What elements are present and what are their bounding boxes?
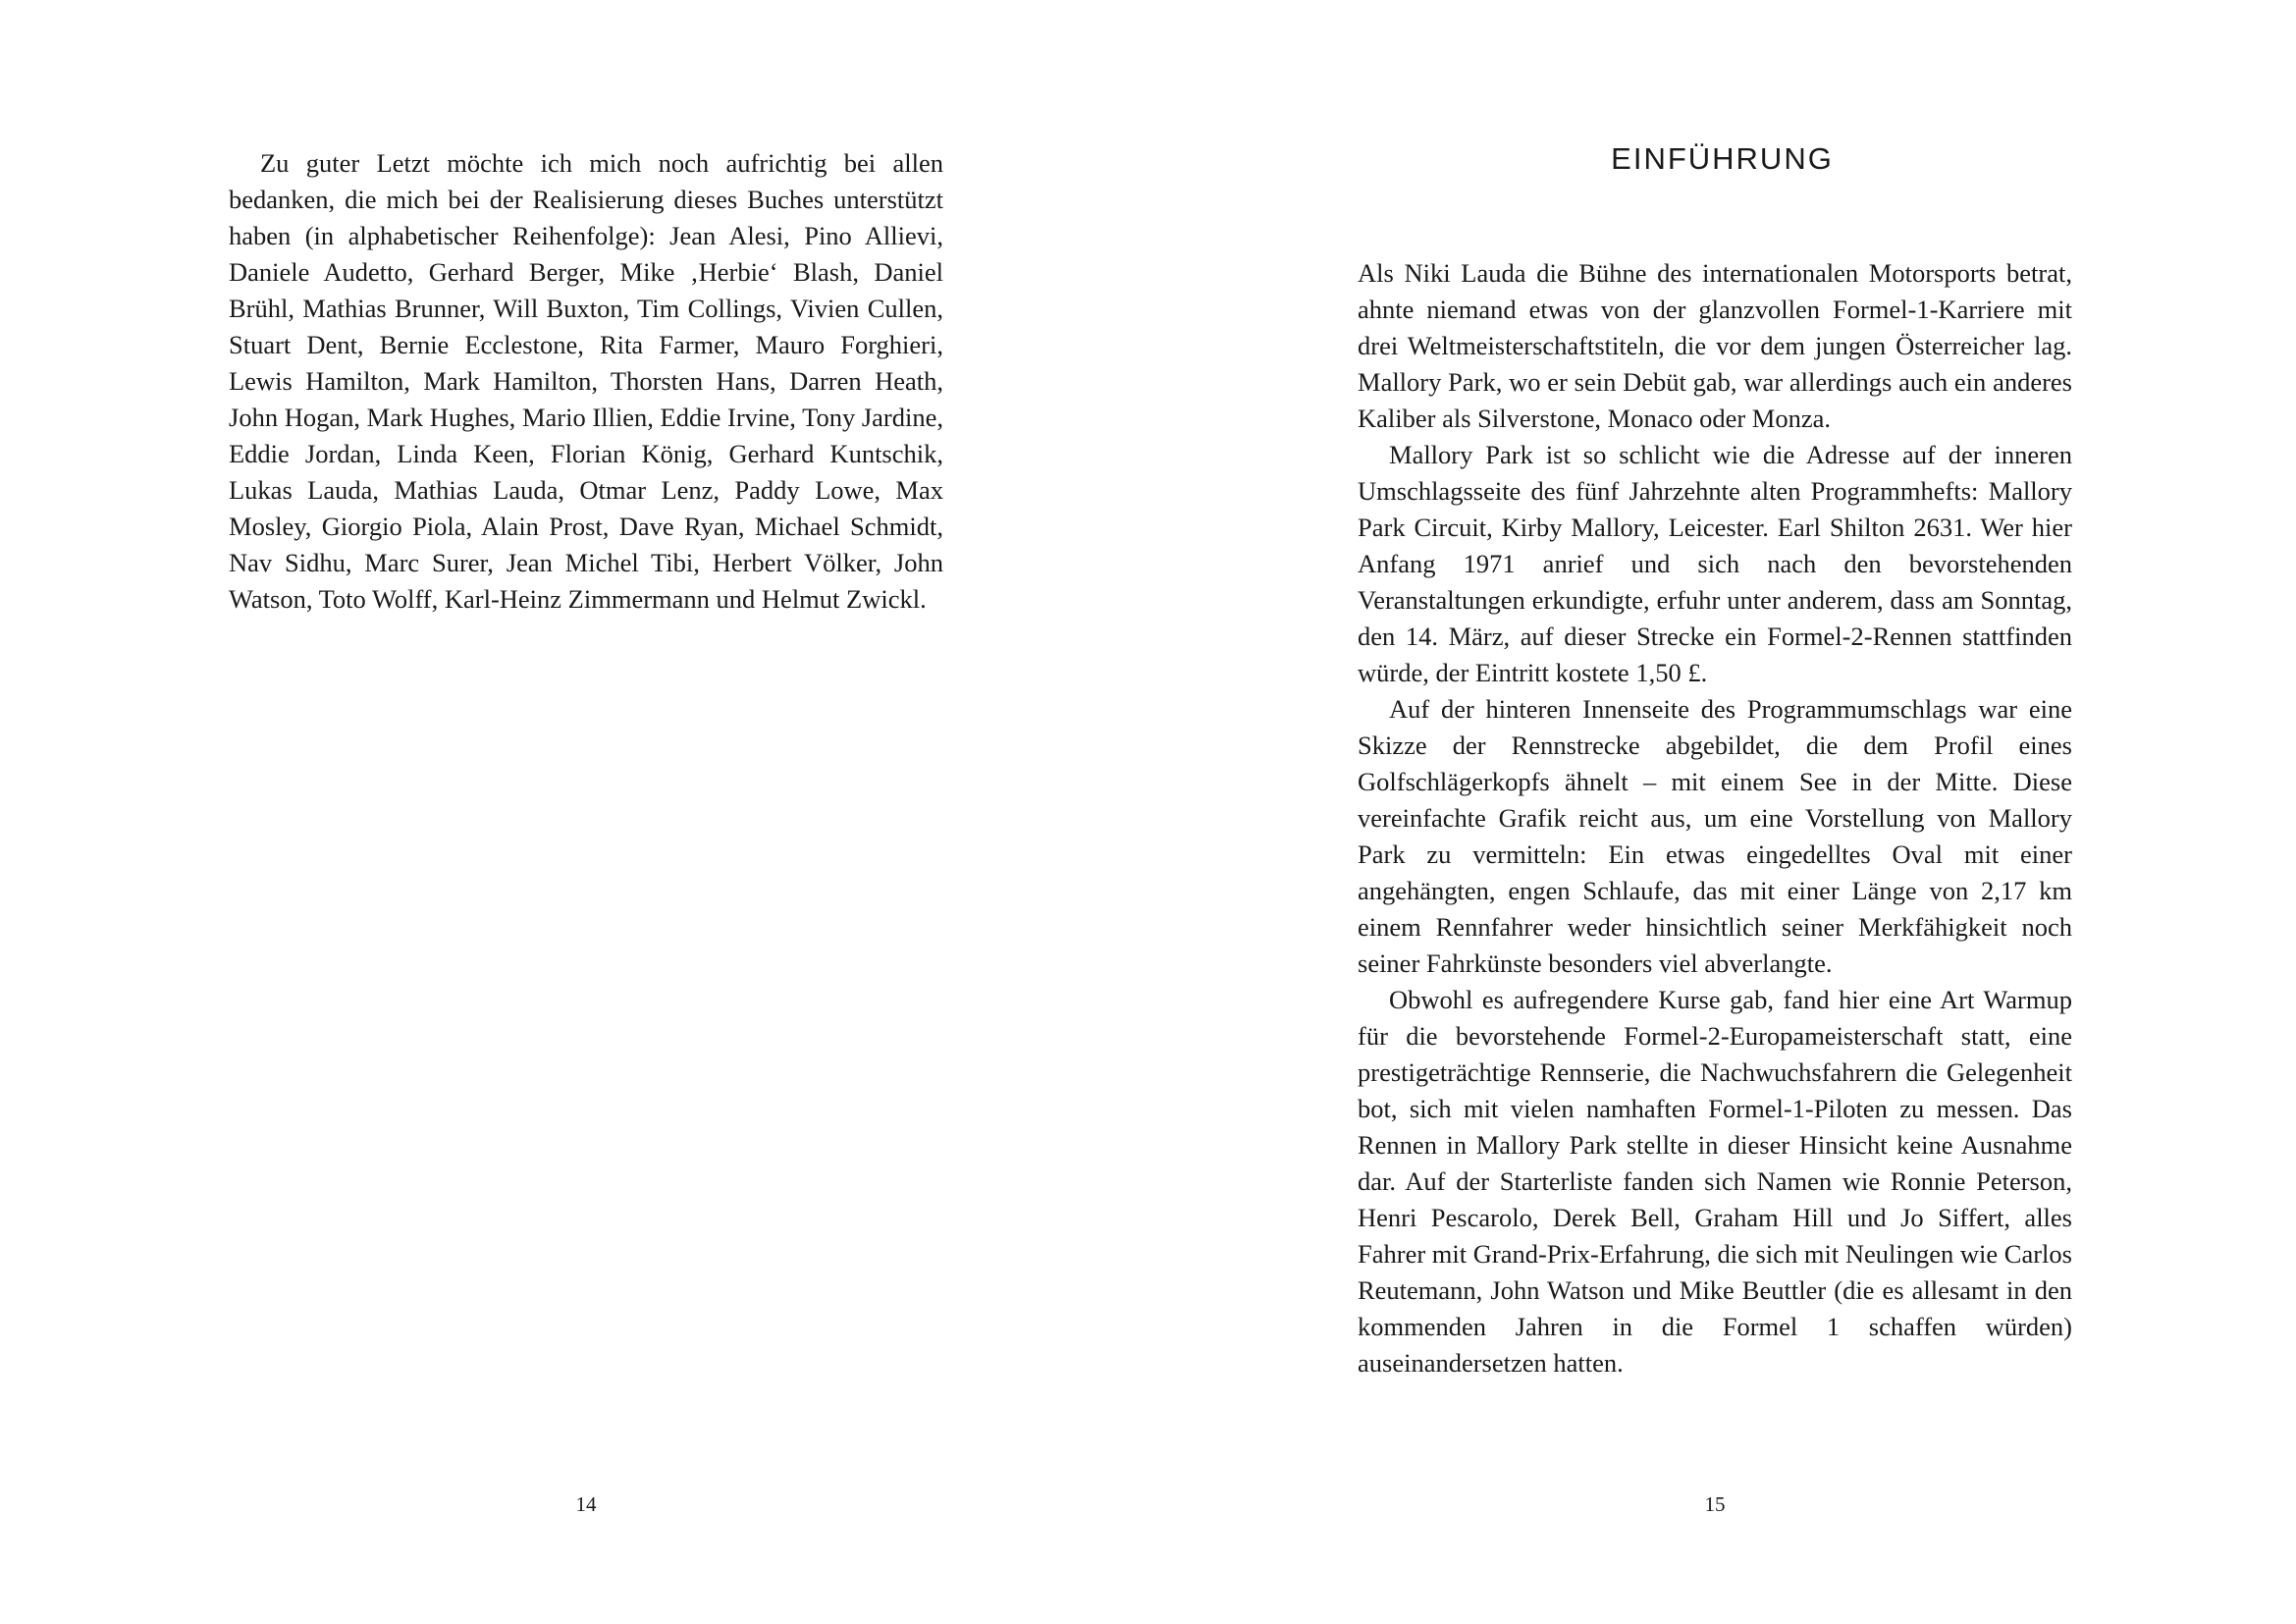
body-paragraph-4: Obwohl es aufregendere Kurse gab, fand hier eine Art Warmup für die bevorstehende Formel-2-Europameisterschaft statt, eine prestigeträchtige Rennserie, die Nachwuchsfahrern die Gelegenheit bot, sich mit vielen namhaften Formel-1-Piloten zu messen. Das Rennen in Mallory Park stellte in dieser Hinsicht keine Ausnahme dar. Auf der Starterliste fanden sich Namen wie Ronnie Peterson, Henri Pescarolo, Derek Bell, Graham Hill und Jo Siffert, alles Fahrer mit Grand-Prix-Erfahrung, die sich mit Neulingen wie Carlos Reutemann, John Watson und Mike Beuttler (die es allesamt in den kommenden Jahren in die Formel 1 schaffen würden) auseinandersetzen hatten. — [1358, 985, 2072, 1378]
page-number-left: 14 — [575, 1492, 597, 1516]
acknowledgements-text — [229, 145, 943, 618]
introduction-text — [1358, 255, 2072, 1381]
page-number-right: 15 — [1704, 1492, 1726, 1516]
acknowledgements-paragraph: Zu guter Letzt möchte ich mich noch aufrichtig bei allen bedanken, die mich bei der Realisierung dieses Buches unterstützt haben (in alphabetischer Reihenfolge): Jean Alesi, Pino Allievi, Daniele Audetto, Gerhard Berger, Mike ‚Herbie‘ Blash, Daniel Brühl, Mathias Brunner, Will Buxton, Tim Collings, Vivien Cullen, Stuart Dent, Bernie Ecclestone, Rita Farmer, Mauro Forghieri, Lewis Hamilton, Mark Hamilton, Thorsten Hans, Darren Heath, John Hogan, Mark Hughes, Mario Illien, Eddie Irvine, Tony Jardine, Eddie Jordan, Linda Keen, Florian König, Gerhard Kuntschik, Lukas Lauda, Mathias Lauda, Otmar Lenz, Paddy Lowe, Max Mosley, Giorgio Piola, Alain Prost, Dave Ryan, Michael Schmidt, Nav Sidhu, Marc Surer, Jean Michel Tibi, Herbert Völker, John Watson, Toto Wolff, Karl-Heinz Zimmermann und Helmut Zwickl. — [229, 148, 943, 614]
chapter-title: EINFÜHRUNG — [1611, 141, 1834, 176]
body-paragraph-1: Als Niki Lauda die Bühne des internationalen Motorsports betrat, ahnte niemand etwas von der glanzvollen Formel-1-Karriere mit drei Weltmeisterschaftstiteln, die vor dem jungen Österreicher lag. Mallory Park, wo er sein Debüt gab, war allerdings auch ein anderes Kaliber als Silverstone, Monaco oder Monza. — [1358, 258, 2072, 433]
body-paragraph-3: Auf der hinteren Innenseite des Programmumschlags war eine Skizze der Rennstrecke abgebildet, die dem Profil eines Golfschlägerkopfs ähnelt – mit einem See in der Mitte. Diese vereinfachte Grafik reicht aus, um eine Vorstellung von Mallory Park zu vermitteln: Ein etwas eingedelltes Oval mit einer angehängten, engen Schlaufe, das mit einer Länge von 2,17 km einem Rennfahrer weder hinsichtlich seiner Merkfähigkeit noch seiner Fahrkünste besonders viel abverlangte. — [1358, 694, 2072, 978]
body-paragraph-2: Mallory Park ist so schlicht wie die Adresse auf der inneren Umschlagsseite des fünf Jahrzehnte alten Programmhefts: Mallory Park Circuit, Kirby Mallory, Leicester. Earl Shilton 2631. Wer hier Anfang 1971 anrief und sich nach den bevorstehenden Veranstaltungen erkundigte, erfuhr unter anderem, dass am Sonntag, den 14. März, auf dieser Strecke ein Formel-2-Rennen stattfinden würde, der Eintritt kostete 1,50 £. — [1358, 440, 2072, 687]
right-page — [1148, 0, 2296, 1624]
